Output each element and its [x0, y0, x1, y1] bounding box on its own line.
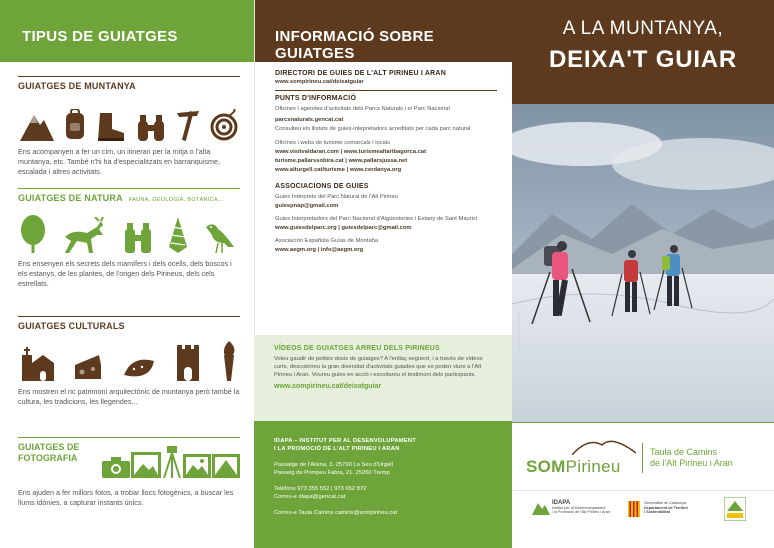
cover-title	[512, 0, 774, 104]
backpack-icon	[63, 109, 87, 141]
sausage-icon	[122, 355, 156, 381]
generalitat-line3: i Sostenibilitat	[644, 510, 670, 515]
assoc-link-2[interactable]: www.guiesdelparc.org | guiesdelparc@gmail.com	[275, 225, 412, 231]
taula-email[interactable]: Correu-e Taula Camins camins@sompirineu.cat	[274, 510, 398, 516]
tourism-links-2[interactable]: turisme.pallarssobira.cat | www.pallarsjussa.net	[275, 158, 408, 164]
idapa-email[interactable]: Correu-e idapa@gencat.cat	[274, 494, 346, 500]
video-title: VÍDEOS DE GUIATGES ARREU DELS PIRINEUS	[274, 345, 440, 352]
castle-tower-icon	[175, 345, 201, 381]
brand-divider	[642, 443, 643, 473]
deer-icon	[63, 217, 107, 253]
sompirineu-logo	[526, 457, 621, 477]
idapa-title-1: IDAPA – INSTITUT PER AL DESENVOLUPAMENT	[274, 438, 416, 444]
cover-title-line2: DEIXA'T GUIAR	[548, 46, 738, 73]
associations-title: ASSOCIACIONS DE GUIES	[275, 183, 369, 190]
assoc-text-2: Guies Interpretadors del Parc Nacional d'Aigüestortes i Estany de Sant Maurici	[275, 216, 478, 222]
info-points-title: PUNTS D'INFORMACIÓ	[275, 95, 357, 102]
bird-icon	[204, 221, 238, 253]
assoc-link-3[interactable]: www.aegm.org | info@aegm.org	[275, 247, 364, 253]
idapa-phone: Telèfons 973 355 552 | 973 652 872	[274, 486, 367, 492]
mountain-desc: Ens acompanyen a fer un cim, un itinerari per la mitja o l'alta muntanya, etc. També n'hi ha d'especialitzats en barranquisme, escalada i altres activitats.	[18, 147, 220, 176]
photo-header	[18, 437, 240, 478]
tourism-links-1[interactable]: www.visitvaldaran.com | www.turismealtaribagorca.cat	[275, 149, 426, 155]
hikers-photo-image	[512, 104, 774, 422]
idapa-logo-line2: Institut per al Desenvolupament	[552, 505, 606, 510]
sompirineu-logo-light: Pirineu	[565, 457, 621, 476]
taula-camins-label	[650, 447, 733, 469]
mountain-peak-icon	[20, 111, 54, 141]
photo-title	[18, 442, 102, 478]
idapa-logo-icon	[532, 501, 550, 515]
picture-icon	[131, 452, 161, 478]
photo-desc: Ens ajuden a fer millors fotos, a trobar llocs fotogènics, a buscar les llums idònies, a capturar instants únics.	[18, 488, 234, 507]
ice-axe-icon	[175, 109, 201, 141]
mountain-title: GUIATGES DE MUNTANYA	[18, 76, 240, 91]
video-box	[254, 335, 512, 421]
church-icon	[20, 345, 54, 381]
directory-title: DIRECTORI DE GUIES DE L'ALT PIRINEU I ARAN	[275, 70, 446, 77]
cheese-icon	[73, 353, 103, 381]
idapa-box	[254, 421, 512, 548]
photo-credit: Fotografia: Arxiu IDAPA	[516, 312, 521, 354]
photo-section	[18, 437, 240, 508]
sompirineu-brand	[512, 422, 774, 486]
photo-title-line1: GUIATGES DE	[18, 442, 80, 452]
idapa-address-2: Passeig de Pompeu Fabra, 21. 25260 Tremp	[274, 470, 390, 476]
hikers-photo	[512, 104, 774, 422]
divider	[275, 90, 497, 91]
photo-title-line2: FOTOGRAFIA	[18, 453, 78, 463]
idapa-address-1: Passatge de l'Alsina, 3. 25700 La Seu d'Urgell	[274, 462, 393, 468]
types-column	[0, 0, 254, 548]
mountain-section	[18, 76, 240, 177]
nature-desc: Ens ensenyen els secrets dels mamífers i dels ocells, dels boscos i els estanys, de les plantes, de l'origen dels Pirineus, dels cels estrellats.	[18, 259, 232, 288]
cover-title-line1: A LA MUNTANYA,	[562, 18, 724, 39]
idapa-logo-name: IDAPA	[552, 500, 571, 506]
info-header: INFORMACIÓ SOBRE GUIATGES	[255, 0, 512, 62]
nature-title-text: GUIATGES DE NATURA	[18, 193, 123, 203]
mountain-icons	[18, 91, 240, 141]
binoculars-icon	[124, 223, 152, 253]
info-list	[275, 70, 497, 254]
cover-column	[512, 0, 774, 548]
assoc-text-1: Guies Intèrprets del Parc Natural de l'Alt Pirineu	[275, 194, 398, 200]
mountain-photo-icon	[212, 454, 240, 478]
boot-icon	[96, 113, 126, 141]
video-link[interactable]: www.sompirineu.cat/deixatguiar	[274, 383, 382, 390]
cultural-icons	[18, 331, 240, 381]
tripod-icon	[162, 446, 182, 478]
generalitat-logo-text	[644, 501, 688, 515]
cultural-desc: Ens mostren el ric patrimoni arquitectònic de muntanya però també la cultura, les tradicions, les llegendes...	[18, 387, 240, 406]
assoc-link-1[interactable]: guiespnap@gmail.com	[275, 203, 339, 209]
nature-section	[18, 188, 240, 289]
shell-icon	[169, 217, 187, 253]
info-points-text-3: Oficines i webs de turisme comarcals i locals	[275, 140, 391, 146]
nature-icons	[18, 203, 240, 253]
types-header: TIPUS DE GUIATGES	[0, 0, 254, 62]
torch-icon	[220, 341, 238, 381]
idapa-title-2: I LA PROMOCIÓ DE L'ALT PIRINEU I ARAN	[274, 446, 400, 452]
idapa-logo-text	[552, 501, 610, 515]
eu-leader-logo-icon	[724, 497, 746, 521]
generalitat-line2: Departament de Territori	[644, 505, 689, 510]
directory-link[interactable]: www.sompirineu.cat/deixatguiar	[275, 79, 364, 85]
photo-icons	[102, 442, 240, 478]
assoc-text-3: Asociación Española Guías de Montaña	[275, 238, 379, 244]
binoculars-icon	[136, 115, 166, 141]
taula-line2: de l'Alt Pirineu i Aran	[650, 458, 733, 468]
camera-icon	[102, 456, 130, 478]
tree-icon	[20, 215, 46, 253]
generalitat-line1: Generalitat de Catalunya	[644, 501, 687, 505]
rope-icon	[210, 109, 238, 141]
parks-link[interactable]: parcsnaturals.gencat.cat	[275, 117, 344, 123]
idapa-logo-line3: i la Promoció de l'Alt Pirineu i Aran	[552, 510, 610, 515]
info-points-text-2: Consulteu els llistats de guies-intepretadors acreditats per cada parc natural	[275, 126, 471, 132]
taula-line1: Taula de Camins	[650, 447, 718, 457]
sompirineu-logo-bold: SOM	[526, 457, 566, 476]
cultural-section	[18, 316, 240, 407]
info-points-text-1: Oficines i agendes d'activitats dels Parcs Naturals i el Parc Nacional	[275, 106, 450, 112]
nature-subtitle: FAUNA, GEOLOGIA, BOTÀNICA...	[128, 197, 224, 203]
generalitat-logo-icon	[628, 501, 640, 517]
nature-title	[18, 188, 240, 203]
tourism-links-3[interactable]: www.alturgell.cat/turisme | www.cerdanya.org	[275, 167, 402, 173]
video-text: Voleu gaudir de petites dosis de guiatges? A l'enllaç següent, i a través de vídeos curts, descobrireu la gran diversitat d'activitats guiades que es poden viure a l'Alt Pirineu i Aran. Voureu guies en acció i escoltareu el testimoni dels participants.	[274, 356, 483, 378]
sponsor-logos	[512, 490, 774, 548]
mountain-logo-icon	[572, 435, 636, 455]
cultural-title: GUIATGES CULTURALS	[18, 316, 240, 331]
landscape-photo-icon	[183, 454, 211, 478]
